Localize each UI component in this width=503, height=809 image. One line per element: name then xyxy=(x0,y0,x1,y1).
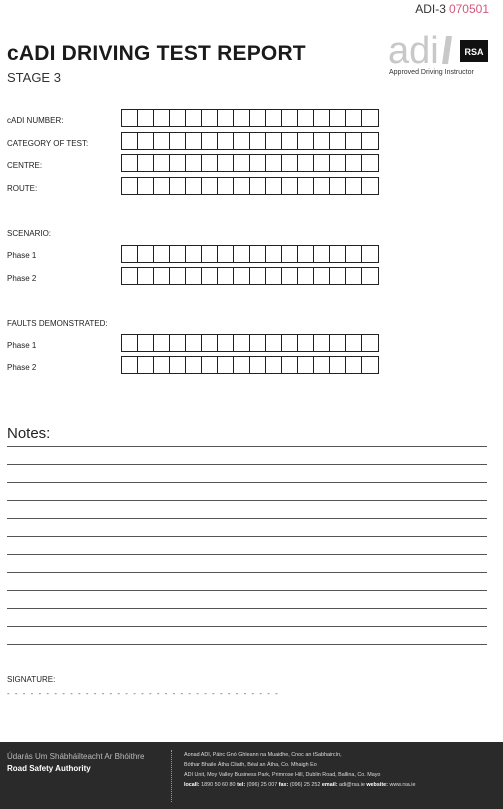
notes-line[interactable] xyxy=(7,500,487,501)
logo-slash-icon xyxy=(442,36,452,64)
faults-phase1-boxes[interactable] xyxy=(121,334,379,352)
tel-value: (096) 25 007 xyxy=(246,782,278,788)
scenario-heading: SCENARIO: xyxy=(7,229,52,238)
notes-line[interactable] xyxy=(7,536,487,537)
footer-english-name: Road Safety Authority xyxy=(7,764,91,773)
notes-line[interactable] xyxy=(7,626,487,627)
footer xyxy=(0,742,503,809)
page-title: cADI DRIVING TEST REPORT xyxy=(7,42,306,65)
logo-text: adi xyxy=(388,30,439,72)
scenario-phase2-boxes[interactable] xyxy=(121,267,379,285)
footer-contact xyxy=(184,782,416,788)
footer-address-line3: ADI Unit, Moy Valley Business Park, Primrose Hill, Dublin Road, Ballina, Co. Mayo xyxy=(184,772,381,778)
centre-boxes[interactable] xyxy=(121,154,379,172)
website-label: website: xyxy=(366,782,388,788)
faults-phase1-label: Phase 1 xyxy=(7,341,37,350)
fax-label: fax: xyxy=(278,782,289,788)
footer-irish-name: Údarás Um Shábháilteacht Ar Bhóithre xyxy=(7,752,145,761)
notes-title: Notes: xyxy=(7,425,51,442)
page-subtitle: STAGE 3 xyxy=(7,70,61,85)
faults-heading: FAULTS DEMONSTRATED: xyxy=(7,319,108,328)
scenario-phase2-label: Phase 2 xyxy=(7,274,37,283)
rsa-badge-text: RSA xyxy=(464,47,484,57)
notes-line[interactable] xyxy=(7,644,487,645)
cadi-number-boxes[interactable] xyxy=(121,109,379,127)
email-value[interactable]: adi@rsa.ie xyxy=(339,782,365,788)
notes-line[interactable] xyxy=(7,572,487,573)
category-boxes[interactable] xyxy=(121,132,379,150)
form-code-label: ADI-3 xyxy=(415,2,446,16)
notes-line[interactable] xyxy=(7,518,487,519)
locall-value: 1890 50 60 80 xyxy=(201,782,236,788)
logo-caption: Approved Driving Instructor xyxy=(389,69,474,76)
route-boxes[interactable] xyxy=(121,177,379,195)
form-number: 070501 xyxy=(448,2,489,16)
email-label: email: xyxy=(321,782,338,788)
category-label: CATEGORY OF TEST: xyxy=(7,139,89,148)
faults-phase2-label: Phase 2 xyxy=(7,363,37,372)
footer-address-line1: Aonad ADI, Páirc Gnó Ghleann na Muaidhe, Cnoc an tSabhaircín, xyxy=(184,752,342,758)
tel-label: tel: xyxy=(237,782,246,788)
form-code xyxy=(415,2,489,16)
signature-line[interactable]: - - - - - - - - - - - - - - - - - - - - - - - - - - - - - - - - - - - xyxy=(7,689,280,698)
scenario-phase1-boxes[interactable] xyxy=(121,245,379,263)
footer-divider xyxy=(171,750,172,802)
notes-line[interactable] xyxy=(7,482,487,483)
footer-address-line2: Bóthar Bhaile Átha Cliath, Béal an Átha, Co. Mhaigh Eo xyxy=(184,762,317,768)
notes-line[interactable] xyxy=(7,608,487,609)
locall-label: locall: xyxy=(184,782,200,788)
signature-label: SIGNATURE: xyxy=(7,675,56,684)
website-value[interactable]: www.rsa.ie xyxy=(389,782,416,788)
notes-line[interactable] xyxy=(7,464,487,465)
fax-value: (096) 25 252 xyxy=(289,782,321,788)
cadi-number-label: cADI NUMBER: xyxy=(7,116,64,125)
scenario-phase1-label: Phase 1 xyxy=(7,251,37,260)
route-label: ROUTE: xyxy=(7,184,38,193)
faults-phase2-boxes[interactable] xyxy=(121,356,379,374)
notes-line[interactable] xyxy=(7,446,487,447)
notes-line[interactable] xyxy=(7,590,487,591)
notes-line[interactable] xyxy=(7,554,487,555)
centre-label: CENTRE: xyxy=(7,161,43,170)
